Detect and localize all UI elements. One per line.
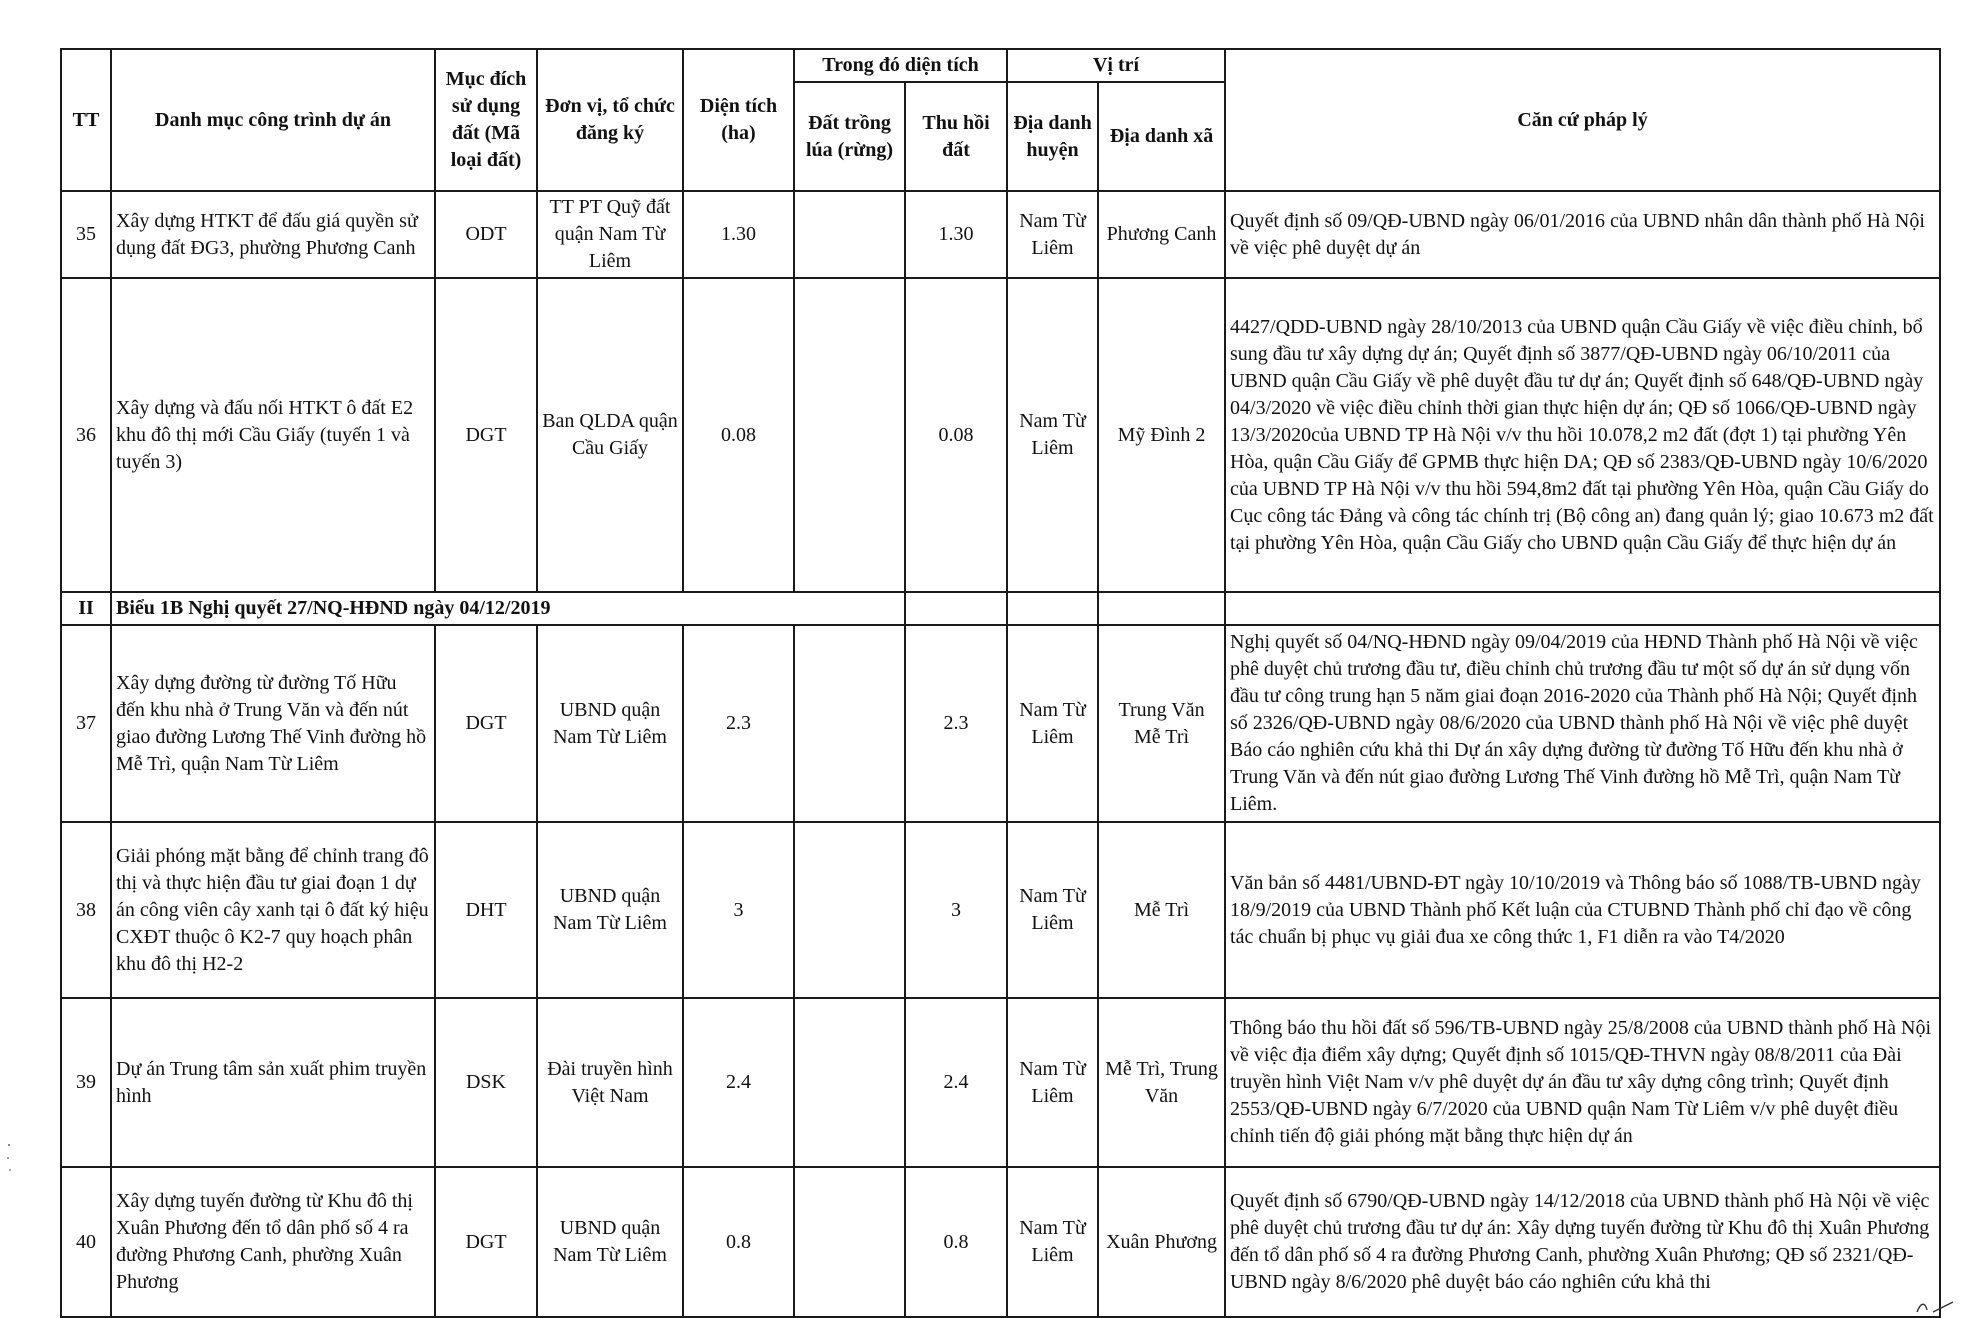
cell-district: Nam Từ Liêm xyxy=(1007,998,1098,1167)
cell-area: 3 xyxy=(683,822,794,998)
cell-legal: 4427/QDD-UBND ngày 28/10/2013 của UBND quận Cầu Giấy về việc điều chỉnh, bổ sung đầu tư xây dựng dự án; Quyết định số 3877/QĐ-UBND ngày 06/10/2011 của UBND quận Cầu Giấy về phê duyệt đầu tư dự án; Quyết định số 648/QĐ-UBND ngày 04/3/2020 về việc điều chỉnh thời gian thực hiện dự án; QĐ số 1066/QĐ-UBND ngày 13/3/2020của UBND TP Hà Nội v/v thu hồi 10.078,2 m2 đất (đợt 1) tại phường Yên Hòa, quận Cầu Giấy để GPMB thực hiện DA; QĐ số 2383/QĐ-UBND ngày 10/6/2020 của UBND TP Hà Nội v/v thu hồi 594,8m2 đất tại phường Yên Hòa, quận Cầu Giấy do Cục công tác Đảng và công tác chính trị (Bộ công an) đang quản lý; giao 10.673 m2 đất tại phường Yên Hòa, quận Cầu Giấy cho UBND quận Cầu Giấy để thực hiện dự án xyxy=(1225,278,1940,592)
cell-org: TT PT Quỹ đất quận Nam Từ Liêm xyxy=(537,191,683,278)
cell-area: 0.8 xyxy=(683,1167,794,1317)
cell-tt: 35 xyxy=(61,191,111,278)
header-tt: TT xyxy=(61,49,111,191)
cell-recovered: 3 xyxy=(905,822,1007,998)
cell-tt: 39 xyxy=(61,998,111,1167)
header-area: Diện tích (ha) xyxy=(683,49,794,191)
cell-ward: Xuân Phương xyxy=(1098,1167,1225,1317)
header-recovered: Thu hồi đất xyxy=(905,82,1007,191)
cell-district: Nam Từ Liêm xyxy=(1007,625,1098,822)
section-number: II xyxy=(61,592,111,625)
scan-speck-icon xyxy=(6,1140,12,1180)
cell-rice-land xyxy=(794,278,905,592)
cell-project: Giải phóng mặt bằng để chỉnh trang đô thị và thực hiện đầu tư giai đoạn 1 dự án công viên cây xanh tại ô đất ký hiệu CXĐT thuộc ô K2-7 quy hoạch phân khu đô thị H2-2 xyxy=(111,822,435,998)
cell-district: Nam Từ Liêm xyxy=(1007,278,1098,592)
land-use-project-table xyxy=(60,48,1941,1318)
cell-org: Đài truyền hình Việt Nam xyxy=(537,998,683,1167)
cell-project: Xây dựng tuyến đường từ Khu đô thị Xuân Phương đến tổ dân phố số 4 ra đường Phương Canh, phường Xuân Phương xyxy=(111,1167,435,1317)
cell-area: 2.3 xyxy=(683,625,794,822)
cell-district: Nam Từ Liêm xyxy=(1007,1167,1098,1317)
cell-ward: Phương Canh xyxy=(1098,191,1225,278)
cell-land-use: DGT xyxy=(435,278,537,592)
cell-rice-land xyxy=(794,998,905,1167)
cell-project: Xây dựng và đấu nối HTKT ô đất E2 khu đô thị mới Cầu Giấy (tuyến 1 và tuyến 3) xyxy=(111,278,435,592)
cell-legal: Văn bản số 4481/UBND-ĐT ngày 10/10/2019 và Thông báo số 1088/TB-UBND ngày 18/9/2019 của UBND Thành phố Kết luận của CTUBND Thành phố chỉ đạo về công tác chuẩn bị phục vụ giải đua xe công thức 1, F1 diễn ra vào T4/2020 xyxy=(1225,822,1940,998)
cell-rice-land xyxy=(794,822,905,998)
table-row xyxy=(61,191,1940,278)
cell-legal: Quyết định số 09/QĐ-UBND ngày 06/01/2016 của UBND nhân dân thành phố Hà Nội về việc phê duyệt dự án xyxy=(1225,191,1940,278)
section-empty-cell xyxy=(1098,592,1225,625)
cell-rice-land xyxy=(794,1167,905,1317)
table-row xyxy=(61,278,1940,592)
cell-legal: Nghị quyết số 04/NQ-HĐND ngày 09/04/2019 của HĐND Thành phố Hà Nội về việc phê duyệt chủ trương đầu tư, điều chỉnh chủ trương đầu tư một số dự án sử dụng vốn đầu tư công trung hạn 5 năm giai đoạn 2016-2020 của Thành phố Hà Nội; Quyết định số 2326/QĐ-UBND ngày 08/6/2020 của UBND thành phố Hà Nội về việc phê duyệt Báo cáo nghiên cứu khả thi Dự án xây dựng đường từ đường Tố Hữu đến khu nhà ở Trung Văn và đến nút giao đường Lương Thế Vinh đường hồ Mễ Trì, quận Nam Từ Liêm. xyxy=(1225,625,1940,822)
cell-project: Xây dựng đường từ đường Tố Hữu đến khu nhà ở Trung Văn và đến nút giao đường Lương Thế Vinh đường hồ Mễ Trì, quận Nam Từ Liêm xyxy=(111,625,435,822)
cell-tt: 38 xyxy=(61,822,111,998)
cell-land-use: ODT xyxy=(435,191,537,278)
cell-recovered: 1.30 xyxy=(905,191,1007,278)
cell-land-use: DHT xyxy=(435,822,537,998)
header-land-use: Mục đích sử dụng đất (Mã loại đất) xyxy=(435,49,537,191)
cell-org: UBND quận Nam Từ Liêm xyxy=(537,822,683,998)
cell-org: UBND quận Nam Từ Liêm xyxy=(537,1167,683,1317)
cell-tt: 36 xyxy=(61,278,111,592)
header-rice-land: Đất trồng lúa (rừng) xyxy=(794,82,905,191)
cell-project: Xây dựng HTKT để đấu giá quyền sử dụng đất ĐG3, phường Phương Canh xyxy=(111,191,435,278)
cell-recovered: 2.4 xyxy=(905,998,1007,1167)
pen-mark-icon xyxy=(1915,1300,1955,1314)
cell-rice-land xyxy=(794,625,905,822)
header-org: Đơn vị, tổ chức đăng ký xyxy=(537,49,683,191)
header-legal: Căn cứ pháp lý xyxy=(1225,49,1940,191)
cell-org: UBND quận Nam Từ Liêm xyxy=(537,625,683,822)
cell-recovered: 0.08 xyxy=(905,278,1007,592)
cell-land-use: DSK xyxy=(435,998,537,1167)
cell-area: 0.08 xyxy=(683,278,794,592)
section-empty-cell xyxy=(1007,592,1098,625)
cell-area: 2.4 xyxy=(683,998,794,1167)
section-empty-cell xyxy=(905,592,1007,625)
header-ward: Địa danh xã xyxy=(1098,82,1225,191)
section-empty-cell xyxy=(794,592,905,625)
cell-land-use: DGT xyxy=(435,625,537,822)
cell-area: 1.30 xyxy=(683,191,794,278)
cell-tt: 40 xyxy=(61,1167,111,1317)
cell-ward: Mễ Trì xyxy=(1098,822,1225,998)
cell-district: Nam Từ Liêm xyxy=(1007,191,1098,278)
cell-land-use: DGT xyxy=(435,1167,537,1317)
cell-legal: Quyết định số 6790/QĐ-UBND ngày 14/12/2018 của UBND thành phố Hà Nội về việc phê duyệt chủ trương đầu tư dự án: Xây dựng tuyến đường từ Khu đô thị Xuân Phương đến tổ dân phố số 4 ra đường Phương Canh, phường Xuân Phương; QĐ số 2321/QĐ-UBND ngày 8/6/2020 phê duyệt báo cáo nghiên cứu khả thi xyxy=(1225,1167,1940,1317)
cell-ward: Trung Văn Mễ Trì xyxy=(1098,625,1225,822)
table-row xyxy=(61,625,1940,822)
cell-rice-land xyxy=(794,191,905,278)
cell-tt: 37 xyxy=(61,625,111,822)
cell-project: Dự án Trung tâm sản xuất phim truyền hình xyxy=(111,998,435,1167)
cell-ward: Mễ Trì, Trung Văn xyxy=(1098,998,1225,1167)
header-project: Danh mục công trình dự án xyxy=(111,49,435,191)
header-group-area: Trong đó diện tích xyxy=(794,49,1007,82)
header-group-location: Vị trí xyxy=(1007,49,1225,82)
table-row xyxy=(61,998,1940,1167)
table-row xyxy=(61,822,1940,998)
cell-ward: Mỹ Đình 2 xyxy=(1098,278,1225,592)
table-row xyxy=(61,1167,1940,1317)
section-row xyxy=(61,592,1940,625)
cell-legal: Thông báo thu hồi đất số 596/TB-UBND ngày 25/8/2008 của UBND thành phố Hà Nội về việc địa điểm xây dựng; Quyết định số 1015/QĐ-THVN ngày 08/8/2011 của Đài truyền hình Việt Nam v/v phê duyệt dự án đầu tư xây dựng công trình; Quyết định 2553/QĐ-UBND ngày 6/7/2020 của UBND quận Nam Từ Liêm v/v phê duyệt điều chỉnh tiến độ giải phóng mặt bằng thực hiện dự án xyxy=(1225,998,1940,1167)
cell-recovered: 0.8 xyxy=(905,1167,1007,1317)
section-empty-cell xyxy=(1225,592,1940,625)
cell-district: Nam Từ Liêm xyxy=(1007,822,1098,998)
header-district: Địa danh huyện xyxy=(1007,82,1098,191)
cell-recovered: 2.3 xyxy=(905,625,1007,822)
section-title: Biểu 1B Nghị quyết 27/NQ-HĐND ngày 04/12/2019 xyxy=(111,592,794,625)
cell-org: Ban QLDA quận Cầu Giấy xyxy=(537,278,683,592)
